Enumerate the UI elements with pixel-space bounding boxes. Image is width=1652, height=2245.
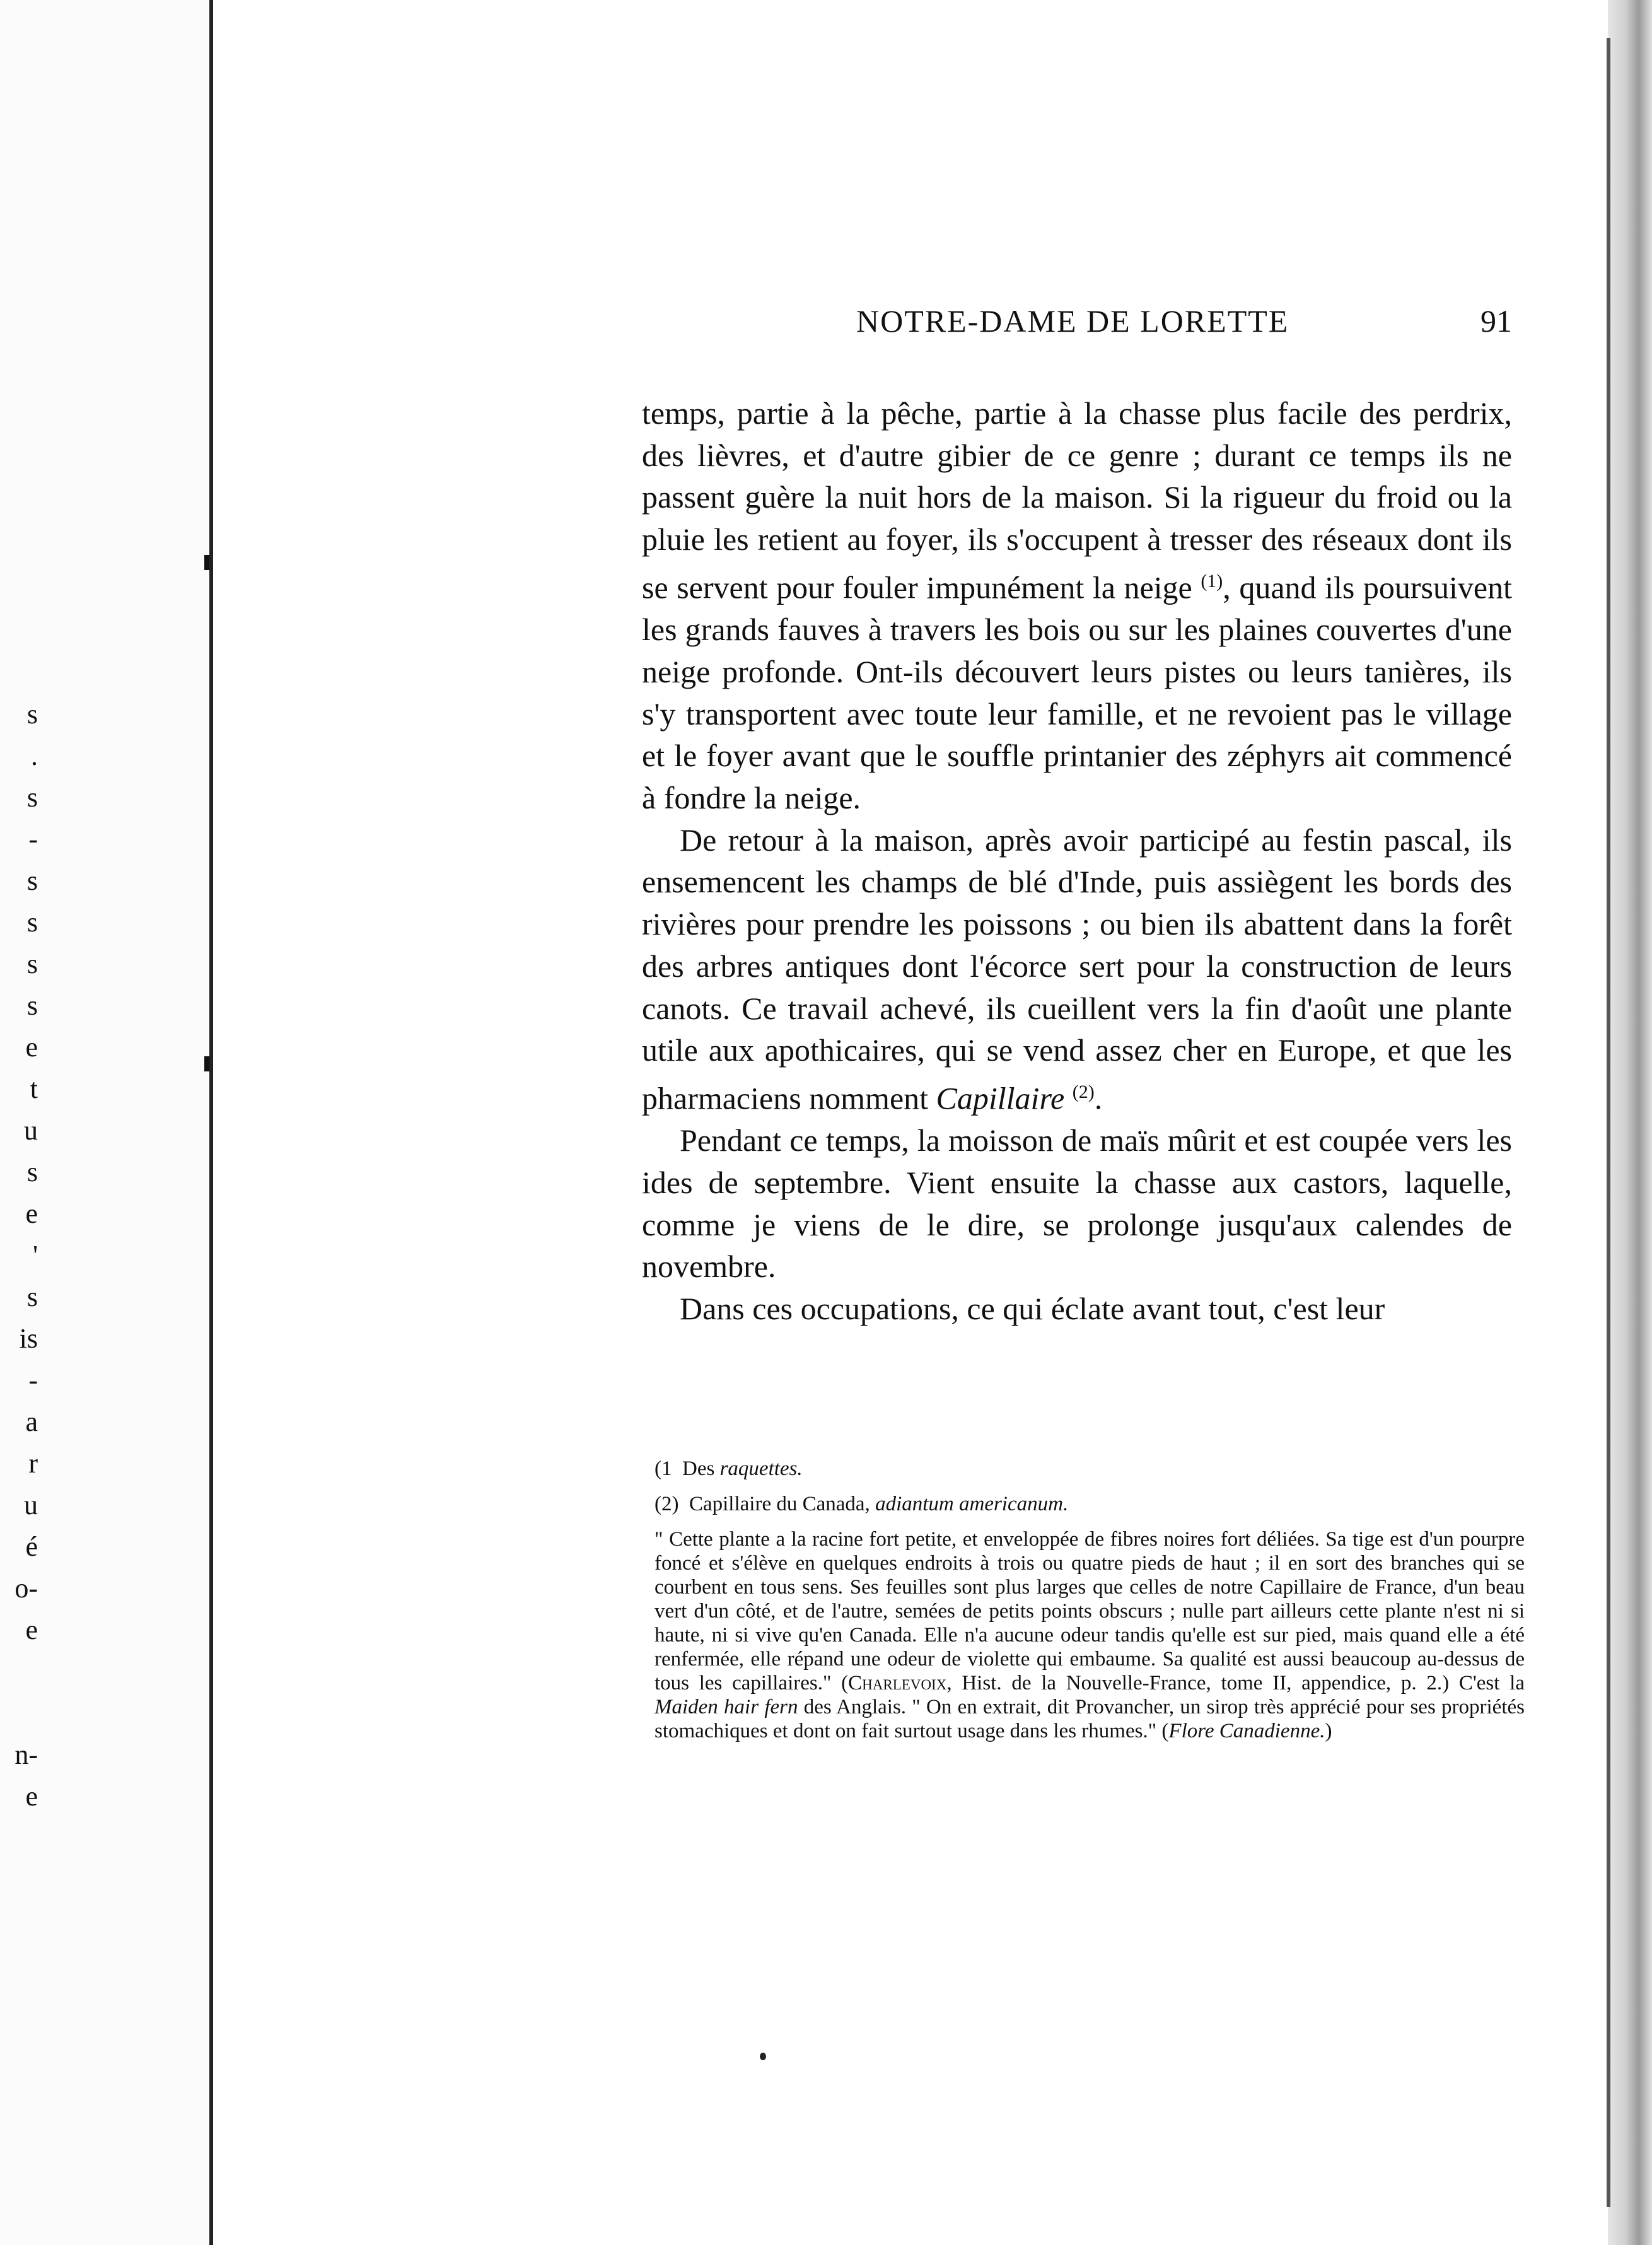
left-margin-char: u: [24, 1115, 38, 1146]
left-margin-char: n-: [15, 1739, 38, 1770]
left-margin-char: .: [31, 740, 38, 771]
left-margin-char: -: [28, 824, 38, 854]
left-margin-char: t: [30, 1073, 38, 1104]
footnote-3-source: , Hist. de la Nouvelle-France, tome II, appendice, p. 2.) C'est la: [946, 1672, 1525, 1694]
footnotes: [654, 1457, 1525, 1754]
footnote-2: [654, 1492, 1525, 1516]
paragraph-1-text: temps, partie à la pêche, partie à la chasse plus facile des perdrix, des lièvres, et d'autre gibier de ce genre ; durant ce temps ils ne passent guère la nuit hors de la maison. Si la rigueur du froid ou la pluie les retient au foyer, ils s'occupent à tresser des réseaux dont ils se servent pour fouler impunément la neige: [642, 395, 1512, 605]
footnote-2-italic: adiantum americanum.: [875, 1493, 1069, 1515]
paragraph-2-end: .: [1094, 1080, 1103, 1116]
footnote-3-italic-2: Flore Canadienne.: [1168, 1720, 1325, 1742]
left-margin-char: s: [26, 990, 38, 1021]
page-edge-line: [1607, 38, 1610, 2207]
paragraph-1-end: , quand ils poursuivent les grands fauves à travers les bois ou sur les plaines couvertes d'une neige profonde. Ont-ils découvert leurs pistes ou leurs tanières, ils s'y transportent avec toute leur famille, et ne revoient pas le village et le foyer avant que le souffle printanier des zéphyrs ait commencé à fondre la neige.: [642, 569, 1512, 815]
footnote-2-text: Capillaire du Canada,: [689, 1493, 870, 1515]
footnote-ref-2: (2): [1072, 1081, 1095, 1102]
left-margin-char: e: [25, 1614, 38, 1645]
book-page: [213, 25, 1607, 2220]
left-margin-char: e: [25, 1198, 38, 1229]
left-margin-char: s: [26, 1157, 38, 1187]
left-page-margin-chars: [0, 694, 38, 1817]
footnote-1-label: (1: [654, 1457, 672, 1480]
left-margin-char: s: [26, 782, 38, 813]
paragraph-2-italic: Capillaire: [936, 1080, 1065, 1116]
left-margin-char: ': [33, 1240, 38, 1271]
footnote-1: [654, 1457, 1525, 1481]
footnote-3-italic-1: Maiden hair fern: [654, 1696, 798, 1718]
footnote-3-quote: des Anglais. " On en extrait, dit Provancher, un sirop très apprécié pour ses propriétés stomachiques et dont on fait surtout usage dans les rhumes." (: [654, 1696, 1525, 1742]
paragraph-2-text: De retour à la maison, après avoir participé au festin pascal, ils ensemencent les champs de blé d'Inde, puis assiègent les bords des rivières pour prendre les poissons ; ou bien ils abattent dans la forêt des arbres antiques dont l'écorce sert pour la construction de leurs canots. Ce travail achevé, ils cueillent vers la fin d'août une plante utile aux apothicaires, qui se vend assez cher en Europe, et que les pharmaciens nomment: [642, 822, 1512, 1116]
left-margin-char: o-: [15, 1573, 38, 1604]
paragraph-2: [642, 819, 1512, 1120]
footnote-1-italic: raquettes.: [719, 1457, 803, 1480]
paragraph-1: [642, 392, 1512, 819]
page-header: [642, 303, 1512, 353]
left-margin-char: is: [19, 1323, 38, 1354]
footnote-2-label: (2): [654, 1493, 679, 1515]
left-margin-char: a: [25, 1406, 38, 1437]
running-title: NOTRE-DAME DE LORETTE: [856, 303, 1289, 339]
left-margin-char: u: [24, 1490, 38, 1520]
footnote-1-text: Des: [682, 1457, 715, 1480]
left-margin-char: e: [25, 1781, 38, 1812]
left-margin-char: s: [26, 1281, 38, 1312]
left-margin-char: s: [26, 865, 38, 896]
body-text: [642, 392, 1512, 1330]
footnote-ref-1: (1): [1201, 570, 1223, 592]
stray-ink-mark: [760, 2053, 766, 2060]
left-margin-char: é: [25, 1531, 38, 1562]
left-margin-char: e: [25, 1032, 38, 1063]
left-margin-char: -: [28, 1365, 38, 1396]
left-page-fragment: [0, 0, 208, 2245]
left-margin-char: s: [26, 907, 38, 938]
footnote-3-close: ): [1325, 1720, 1332, 1742]
left-margin-char: s: [26, 699, 38, 730]
left-margin-char: s: [26, 948, 38, 979]
footnote-3-author: Charlevoix: [848, 1672, 947, 1694]
paragraph-3: Pendant ce temps, la moisson de maïs mûrit et est coupée vers les ides de septembre. Vient ensuite la chasse aux castors, laquelle, comme je viens de le dire, se prolonge jusqu'aux calendes de novembre.: [642, 1122, 1512, 1285]
left-margin-char: [0, 1693, 38, 1734]
page-number: 91: [1480, 303, 1512, 339]
footnote-3: [654, 1527, 1525, 1743]
page-edge: [1608, 0, 1652, 2245]
paragraph-4: Dans ces occupations, ce qui éclate avant tout, c'est leur: [680, 1291, 1385, 1327]
left-margin-char: r: [28, 1448, 38, 1479]
footnote-3-text: " Cette plante a la racine fort petite, et enveloppée de fibres noires fort déliées. Sa tige est d'un pourpre foncé et s'élève en quelques endroits à trois ou quatre pieds de haut ; il en sort des branches qui se courbent en tous sens. Ses feuilles sont plus larges que celles de notre Capillaire de France, d'un beau vert d'un côté, et de l'autre, semées de petits points obscurs ; nulle part ailleurs cette plante n'est ni si haute, ni si vive qu'en Canada. Elle n'a aucune odeur tandis qu'elle est sur pied, mais quand elle a été renfermée, elle répand une odeur de violette qui embaume. Sa qualité est aussi beaucoup au-dessus de tous les capillaires." (: [654, 1528, 1525, 1694]
left-margin-char: [0, 1651, 38, 1693]
